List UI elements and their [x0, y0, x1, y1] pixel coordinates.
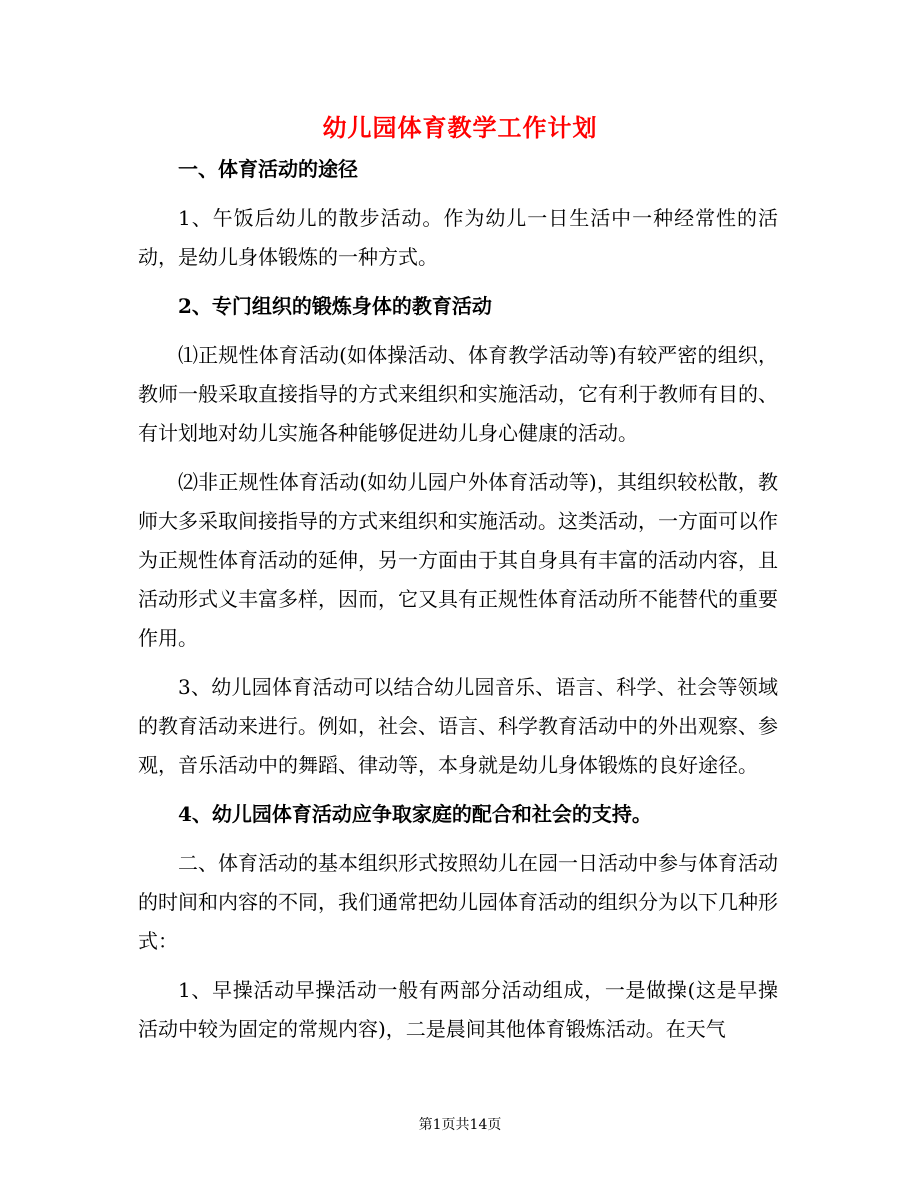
paragraph: 一、体育活动的途径	[178, 157, 358, 181]
paragraph: ⑴正规性体育活动(如体操活动、体育教学活动等)有较严密的组织，教师一般采取直接指导的方式来组织和实施活动，它有利于教师有目的、有计划地对幼儿实施各种能够促进幼儿身心健康的活动。	[138, 343, 778, 445]
paragraph: 2、专门组织的锻炼身体的教育活动	[178, 294, 492, 318]
paragraph: 3、幼儿园体育活动可以结合幼儿园音乐、语言、科学、社会等领域的教育活动来进行。例如，社会、语言、科学教育活动中的外出观察、参观，音乐活动中的舞蹈、律动等，本身就是幼儿身体锻炼的良好途径。	[138, 675, 778, 777]
paragraph: 1、早操活动早操活动一般有两部分活动组成，一是做操(这是早操活动中较为固定的常规内容)，二是晨间其他体育锻炼活动。在天气	[138, 978, 778, 1041]
paragraph: 1、午饭后幼儿的散步活动。作为幼儿一日生活中一种经常性的活动，是幼儿身体锻炼的一种方式。	[138, 206, 778, 269]
page-title: 幼儿园体育教学工作计划	[322, 113, 598, 142]
page-number-footer: 第1页共14页	[418, 1117, 502, 1133]
paragraph: 二、体育活动的基本组织形式按照幼儿在园一日活动中参与体育活动的时间和内容的不同，我们通常把幼儿园体育活动的组织分为以下几种形式：	[138, 851, 778, 953]
paragraph: ⑵非正规性体育活动(如幼儿园户外体育活动等)，其组织较松散，教师大多采取间接指导的方式来组织和实施活动。这类活动，一方面可以作为正规性体育活动的延伸，另一方面由于其自身具有丰富的活动内容，且活动形式义丰富多样，因而，它又具有正规性体育活动所不能替代的重要作用。	[138, 470, 778, 650]
paragraph: 4、幼儿园体育活动应争取家庭的配合和社会的支持。	[178, 802, 652, 826]
document-body	[138, 150, 778, 1059]
